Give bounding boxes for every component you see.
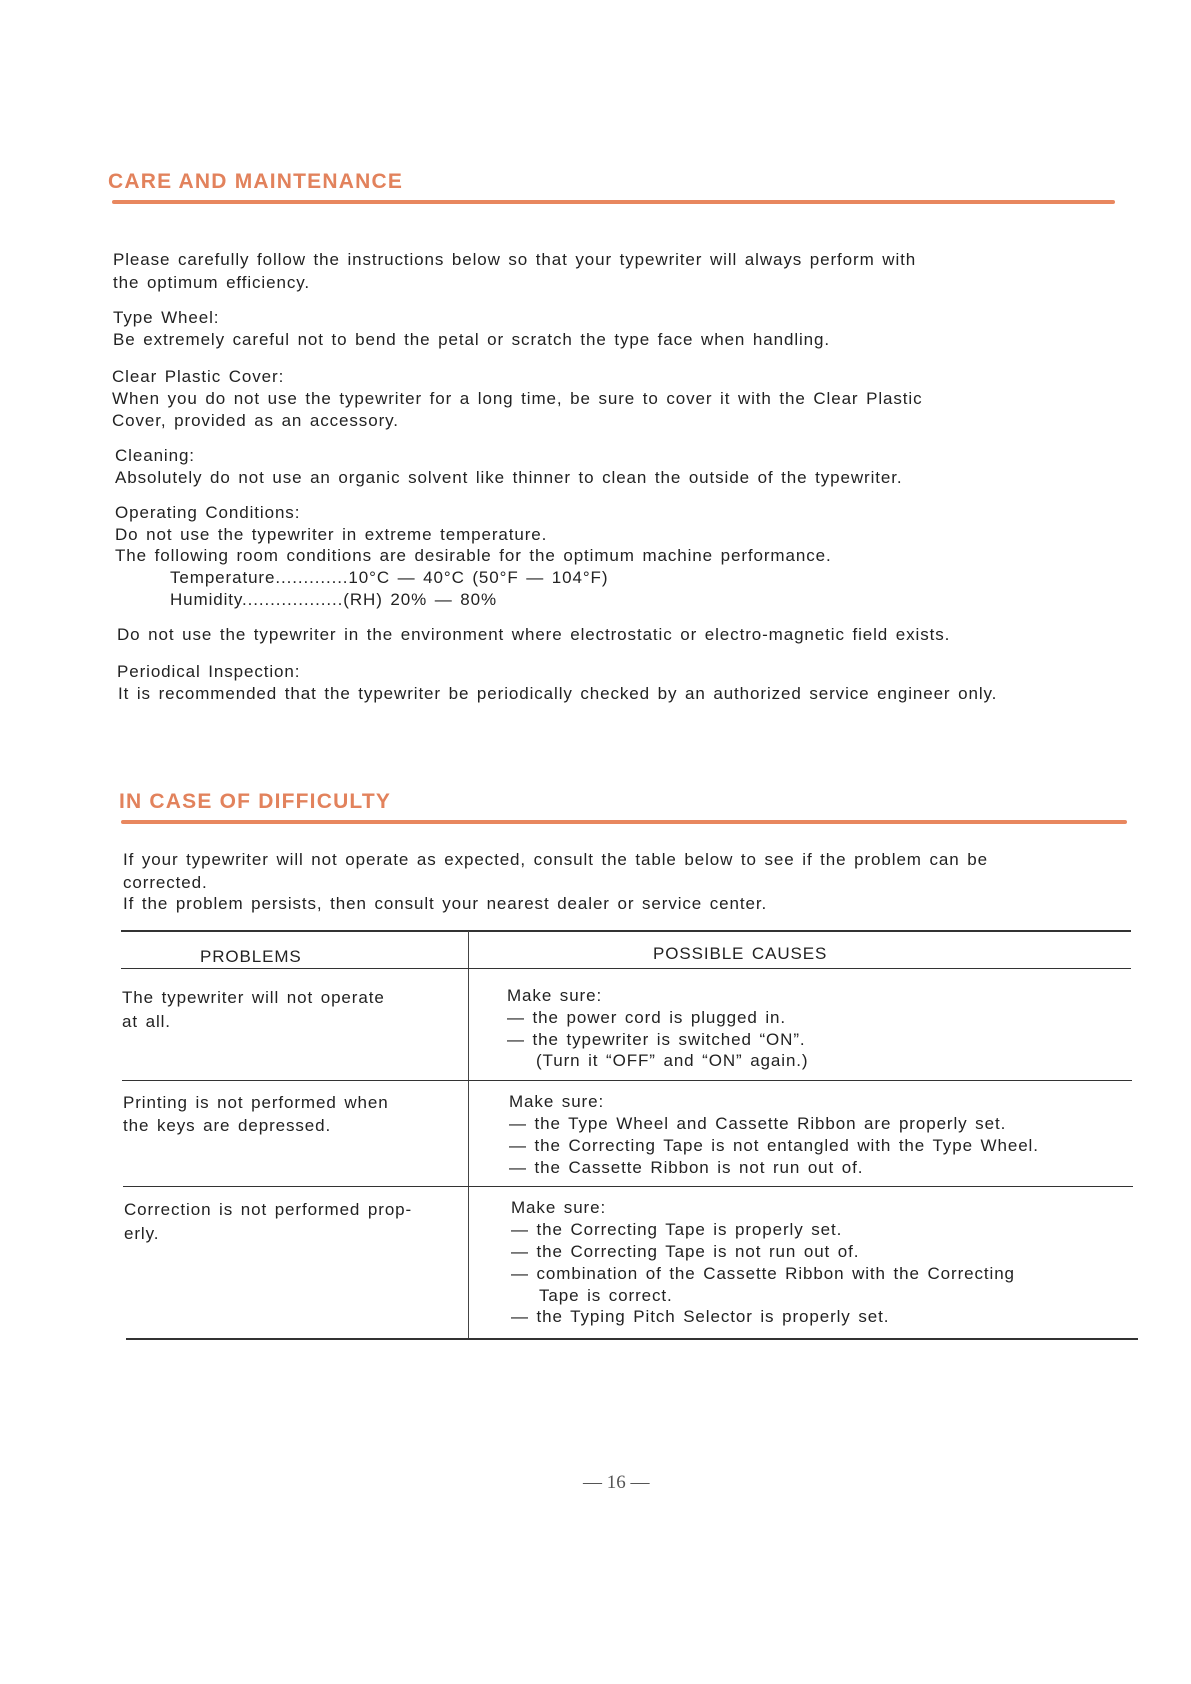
cause-line: — the Correcting Tape is not run out of. (511, 1242, 860, 1261)
care-intro-1: Please carefully follow the instructions below so that your typewriter will always perform with (113, 250, 917, 269)
operating-text-2: The following room conditions are desirable for the optimum machine performance. (115, 546, 832, 565)
cause-line: — the typewriter is switched “ON”. (507, 1030, 806, 1049)
cause-line: Make sure: (507, 986, 603, 1005)
difficulty-title-rule (121, 820, 1127, 824)
care-title-rule (112, 200, 1115, 204)
cover-text-2: Cover, provided as an accessory. (112, 411, 399, 430)
operating-heading: Operating Conditions: (115, 503, 301, 522)
difficulty-title: IN CASE OF DIFFICULTY (119, 790, 392, 813)
table-top-rule (121, 930, 1131, 932)
cause-line: — the power cord is plugged in. (507, 1008, 786, 1027)
table-column-divider (468, 931, 469, 1339)
cause-line: — the Correcting Tape is not entangled with the Type Wheel. (509, 1136, 1039, 1155)
cause-line: — combination of the Cassette Ribbon with the Correcting (511, 1264, 1015, 1283)
cause-line: — the Type Wheel and Cassette Ribbon are properly set. (509, 1114, 1007, 1133)
difficulty-intro-3: If the problem persists, then consult your nearest dealer or service center. (123, 894, 768, 913)
cause-line: (Turn it “OFF” and “ON” again.) (536, 1051, 809, 1070)
type-wheel-heading: Type Wheel: (113, 308, 220, 327)
problem-line: erly. (124, 1224, 160, 1243)
row-rule (123, 1186, 1133, 1187)
cover-heading: Clear Plastic Cover: (112, 367, 285, 386)
problem-line: the keys are depressed. (123, 1116, 332, 1135)
cause-line: — the Typing Pitch Selector is properly set. (511, 1307, 890, 1326)
inspection-heading: Periodical Inspection: (117, 662, 301, 681)
page-number: — 16 — (583, 1472, 650, 1493)
difficulty-intro-1: If your typewriter will not operate as expected, consult the table below to see if the problem can be (123, 850, 988, 869)
header-problems: PROBLEMS (200, 947, 302, 966)
problem-line: Correction is not performed prop- (124, 1200, 413, 1219)
cleaning-heading: Cleaning: (115, 446, 195, 465)
inspection-text: It is recommended that the typewriter be periodically checked by an authorized service engineer only. (118, 684, 998, 703)
cause-line: Tape is correct. (539, 1286, 673, 1305)
problem-line: Printing is not performed when (123, 1093, 389, 1112)
cleaning-text: Absolutely do not use an organic solvent like thinner to clean the outside of the typewriter. (115, 468, 903, 487)
cause-line: Make sure: (511, 1198, 607, 1217)
cause-line: — the Correcting Tape is properly set. (511, 1220, 843, 1239)
field-warning: Do not use the typewriter in the environment where electrostatic or electro-magnetic field exists. (117, 625, 951, 644)
header-bottom-rule (121, 968, 1131, 969)
care-title: CARE AND MAINTENANCE (108, 170, 404, 193)
problem-line: The typewriter will not operate (122, 988, 385, 1007)
header-causes: POSSIBLE CAUSES (653, 944, 828, 963)
type-wheel-text: Be extremely careful not to bend the petal or scratch the type face when handling. (113, 330, 831, 349)
temperature-spec: Temperature.............10°C — 40°C (50°F — 104°F) (170, 568, 609, 587)
humidity-spec: Humidity..................(RH) 20% — 80% (170, 590, 497, 609)
operating-text-1: Do not use the typewriter in extreme temperature. (115, 525, 548, 544)
difficulty-intro-2: corrected. (123, 873, 208, 892)
cause-line: — the Cassette Ribbon is not run out of. (509, 1158, 864, 1177)
cover-text-1: When you do not use the typewriter for a long time, be sure to cover it with the Clear Plastic (112, 389, 923, 408)
row-rule (122, 1080, 1132, 1081)
cause-line: Make sure: (509, 1092, 605, 1111)
care-intro-2: the optimum efficiency. (113, 273, 310, 292)
problem-line: at all. (122, 1012, 171, 1031)
table-bottom-rule (126, 1338, 1138, 1340)
